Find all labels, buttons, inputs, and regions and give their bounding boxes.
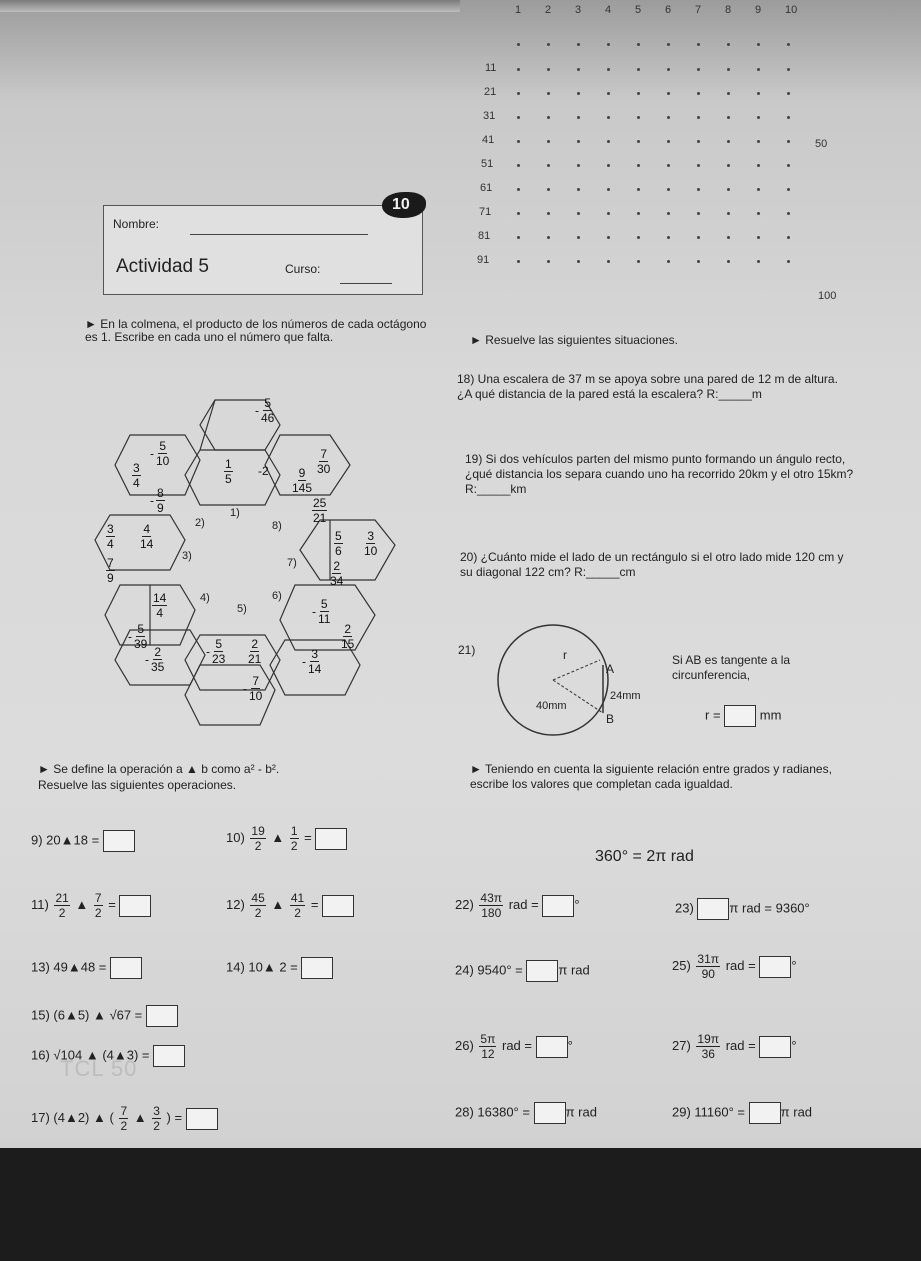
- grid-row-label: 11: [485, 62, 497, 74]
- name-line[interactable]: [190, 234, 368, 235]
- grid-row-label: 81: [478, 230, 491, 242]
- grid-dot[interactable]: [607, 92, 610, 95]
- hive-cell-value: $\frac{3}{4}$: [107, 522, 114, 551]
- radians-relation: 360° = 2π rad: [595, 848, 694, 865]
- grid-header: 2: [545, 4, 552, 16]
- grid-dot[interactable]: [727, 236, 730, 239]
- grid-dot[interactable]: [637, 188, 640, 191]
- grid-dot[interactable]: [727, 164, 730, 167]
- grid-dot[interactable]: [757, 236, 760, 239]
- q20: 20) ¿Cuánto mide el lado de un rectángulo si el otro lado mide 120 cm y su diagonal 122 cm? R:_____cm: [460, 550, 844, 579]
- q26: 26) $\frac{5\pi}{12}$ rad = °: [455, 1032, 573, 1061]
- name-label: Nombre:: [113, 217, 160, 231]
- grid-row-label: 61: [480, 182, 493, 194]
- hive-bullet-icon: ►: [85, 317, 101, 331]
- q17-answer-box[interactable]: [186, 1108, 218, 1130]
- q9-answer-box[interactable]: [103, 830, 135, 852]
- grid-dot[interactable]: [757, 92, 760, 95]
- grid-dot[interactable]: [637, 68, 640, 71]
- grid-dot[interactable]: [727, 43, 730, 46]
- hive-cell-value: - $\frac{5}{46}$: [255, 396, 275, 425]
- hive-cell-value: $\frac{4}{14}$: [140, 522, 154, 551]
- grid-dot[interactable]: [757, 188, 760, 191]
- grid-dot[interactable]: [697, 164, 700, 167]
- hive-cell-value: - $\frac{7}{10}$: [243, 674, 263, 703]
- hive-cell-value: - $\frac{2}{35}$: [145, 645, 165, 674]
- hive-cell-value: - $\frac{8}{9}$: [150, 486, 164, 515]
- grid-dot[interactable]: [697, 116, 700, 119]
- hive-cell-value: $\frac{3}{4}$: [133, 461, 140, 490]
- grid-header: 1: [515, 4, 522, 16]
- grid-dot[interactable]: [787, 260, 790, 263]
- grid-dot[interactable]: [637, 43, 640, 46]
- grid-row-label: 71: [479, 206, 492, 218]
- grid-dot[interactable]: [637, 92, 640, 95]
- q25-answer-box[interactable]: [759, 956, 791, 978]
- grid-dot[interactable]: [517, 212, 520, 215]
- grid-dot[interactable]: [787, 188, 790, 191]
- course-label: Curso:: [285, 262, 321, 276]
- grid-dot[interactable]: [757, 140, 760, 143]
- hive-cell-value: $\frac{5}{6}$: [335, 529, 342, 558]
- hive-octagon-label: 4): [200, 592, 210, 604]
- hive-octagon-label: 2): [195, 517, 205, 529]
- grid-dot[interactable]: [547, 92, 550, 95]
- grid-dot[interactable]: [577, 236, 580, 239]
- q22-answer-box[interactable]: [542, 895, 574, 917]
- grid-dot[interactable]: [607, 68, 610, 71]
- grid-dot[interactable]: [637, 212, 640, 215]
- hive-cell-value: - $\frac{5}{23}$: [206, 637, 226, 666]
- q10: 10) $\frac{19}{2}$ ▲ $\frac{1}{2}$ =: [226, 825, 347, 852]
- grid-dot[interactable]: [787, 236, 790, 239]
- q13: 13) 49▲48 =: [31, 957, 142, 979]
- grid-dot[interactable]: [727, 212, 730, 215]
- q14: 14) 10▲ 2 =: [226, 957, 333, 979]
- grid-dot[interactable]: [577, 260, 580, 263]
- grid-dot[interactable]: [547, 260, 550, 263]
- hive-octagon-label: 6): [272, 590, 282, 602]
- q16-answer-box[interactable]: [153, 1045, 185, 1067]
- hive-cell-value: $\frac{7}{30}$: [317, 447, 331, 476]
- activity-title: Actividad 5: [116, 256, 209, 277]
- grid-dot[interactable]: [787, 164, 790, 167]
- hive-octagon-label: 1): [230, 507, 240, 519]
- grid-dot[interactable]: [757, 68, 760, 71]
- q9: 9) 20▲18 =: [31, 830, 135, 852]
- grid-dot[interactable]: [667, 92, 670, 95]
- hive-cell-value: $\frac{14}{4}$: [153, 591, 167, 620]
- grid-header: 9: [755, 4, 762, 16]
- page-edge-shadow: [0, 0, 460, 12]
- grid-dot[interactable]: [727, 140, 730, 143]
- grid-dot[interactable]: [697, 140, 700, 143]
- grid-dot[interactable]: [787, 92, 790, 95]
- grid-dot[interactable]: [547, 68, 550, 71]
- grid-row-label: 31: [483, 110, 496, 122]
- grid-dot[interactable]: [577, 43, 580, 46]
- situations-instruction: ► Resuelve las siguientes situaciones.: [470, 333, 678, 347]
- background-surface: [0, 1148, 921, 1261]
- grid-dot[interactable]: [667, 188, 670, 191]
- hive-cell-value: - $\frac{5}{39}$: [128, 622, 148, 651]
- hive-instruction: ► En la colmena, el producto de los números de cada octágono es 1. Escribe en cada uno el número que falta.: [85, 317, 427, 344]
- q28: 28) 16380° = π rad: [455, 1102, 597, 1124]
- grid-dot[interactable]: [517, 116, 520, 119]
- q10-answer-box[interactable]: [315, 828, 347, 850]
- grid-dot[interactable]: [787, 116, 790, 119]
- grid-dot[interactable]: [607, 260, 610, 263]
- grid-dot[interactable]: [787, 68, 790, 71]
- grid-dot[interactable]: [667, 116, 670, 119]
- grid-dot[interactable]: [757, 260, 760, 263]
- grid-dot[interactable]: [697, 68, 700, 71]
- hive-cell-value: - $\frac{3}{14}$: [302, 647, 322, 676]
- fig-b-label: B: [606, 712, 615, 726]
- grid-dot[interactable]: [607, 188, 610, 191]
- fig-a-label: A: [606, 662, 615, 676]
- grid-dot[interactable]: [697, 188, 700, 191]
- grid-dot[interactable]: [667, 164, 670, 167]
- hive-cell-value: - $\frac{5}{11}$: [312, 597, 331, 626]
- grid-dot[interactable]: [547, 188, 550, 191]
- grid-dot[interactable]: [697, 236, 700, 239]
- grid-dot[interactable]: [577, 92, 580, 95]
- grid-dot[interactable]: [577, 68, 580, 71]
- grid-dot[interactable]: [727, 92, 730, 95]
- q24-answer-box[interactable]: [526, 960, 558, 982]
- grid-dot[interactable]: [787, 43, 790, 46]
- q16: 16) √104 ▲ (4▲3) =: [31, 1045, 185, 1067]
- grid-row-label: 41: [482, 134, 495, 146]
- q29-answer-box[interactable]: [749, 1102, 781, 1124]
- operation-definition: ► Se define la operación a ▲ b como a² - b².: [38, 762, 280, 776]
- q11: 11) $\frac{21}{2}$ ▲ $\frac{7}{2}$ =: [31, 892, 151, 919]
- grid-dot[interactable]: [577, 212, 580, 215]
- q12-answer-box[interactable]: [322, 895, 354, 917]
- grid-dot[interactable]: [517, 164, 520, 167]
- q22: 22) $\frac{43\pi}{180}$ rad = °: [455, 891, 580, 920]
- score-badge: 10: [392, 196, 410, 213]
- grid-dot[interactable]: [757, 164, 760, 167]
- hive-cell-value: - $\frac{5}{10}$: [150, 439, 170, 468]
- grid-dot[interactable]: [607, 140, 610, 143]
- q23: 23) π rad = 9360°: [675, 898, 810, 920]
- grid-row-label: 21: [484, 86, 497, 98]
- grid-dot[interactable]: [667, 236, 670, 239]
- fig-24mm-label: 24mm: [610, 690, 641, 702]
- grid-dot[interactable]: [697, 212, 700, 215]
- grid-dot[interactable]: [517, 68, 520, 71]
- operation-bullet-icon: ►: [38, 762, 54, 776]
- grid-mark-50: 50: [815, 138, 828, 150]
- q13-answer-box[interactable]: [110, 957, 142, 979]
- grid-dot[interactable]: [517, 188, 520, 191]
- grid-mark-100: 100: [818, 290, 837, 302]
- grid-header: 6: [665, 4, 672, 16]
- q27-answer-box[interactable]: [759, 1036, 791, 1058]
- hive-cell-value: -2: [258, 464, 269, 478]
- grid-dot[interactable]: [757, 116, 760, 119]
- fig-40mm-label: 40mm: [536, 700, 567, 712]
- grid-dot[interactable]: [667, 43, 670, 46]
- grid-dot[interactable]: [547, 236, 550, 239]
- grid-dot[interactable]: [547, 164, 550, 167]
- grid-row-label: 91: [477, 254, 490, 266]
- grid-dot[interactable]: [517, 43, 520, 46]
- grid-dot[interactable]: [637, 140, 640, 143]
- grid-dot[interactable]: [727, 188, 730, 191]
- q15: 15) (6▲5) ▲ √67 =: [31, 1005, 178, 1027]
- hive-cell-value: $\frac{2}{15}$: [341, 622, 355, 651]
- grid-header: 4: [605, 4, 612, 16]
- hive-octagon-label: 7): [287, 557, 297, 569]
- situations-bullet-icon: ►: [470, 333, 486, 347]
- q11-answer-box[interactable]: [119, 895, 151, 917]
- q21-answer: r = mm: [705, 705, 781, 727]
- grid-dot[interactable]: [577, 164, 580, 167]
- q19: 19) Si dos vehículos parten del mismo punto formando un ángulo recto, ¿qué distancia los separa cuando uno ha recorrido 20km y el otro 15km? R:_____km: [465, 452, 854, 496]
- grid-dot[interactable]: [517, 236, 520, 239]
- operation-instruction: Resuelve las siguientes operaciones.: [38, 778, 237, 792]
- grid-dot[interactable]: [637, 116, 640, 119]
- q14-answer-box[interactable]: [301, 957, 333, 979]
- hive-cell-value: $\frac{25}{21}$: [313, 496, 327, 525]
- q27: 27) $\frac{19\pi}{36}$ rad = °: [672, 1032, 797, 1061]
- grid-dot[interactable]: [637, 260, 640, 263]
- q18: 18) Una escalera de 37 m se apoya sobre una pared de 12 m de altura. ¿A qué distancia de la pared está la escalera? R:_____m: [457, 372, 838, 401]
- q21-number: 21): [458, 643, 476, 657]
- grid-dot[interactable]: [637, 236, 640, 239]
- grid-dot[interactable]: [727, 68, 730, 71]
- hive-cell-value: $\frac{1}{5}$: [225, 457, 232, 486]
- q17: 17) (4▲2) ▲ ( $\frac{7}{2}$ ▲ $\frac{3}{2}$ ) =: [31, 1105, 218, 1132]
- grid-dot[interactable]: [727, 260, 730, 263]
- grid-dot[interactable]: [607, 164, 610, 167]
- grid-dot[interactable]: [547, 43, 550, 46]
- q15-answer-box[interactable]: [146, 1005, 178, 1027]
- grid-dot[interactable]: [517, 260, 520, 263]
- radians-bullet-icon: ►: [470, 762, 485, 776]
- circle-tangent-figure: [485, 615, 665, 745]
- grid-dot[interactable]: [667, 68, 670, 71]
- grid-dot[interactable]: [607, 236, 610, 239]
- hive-octagon-label: 5): [237, 603, 247, 615]
- grid-dot[interactable]: [607, 116, 610, 119]
- q21-text: Si AB es tangente a la circunferencia,: [672, 653, 791, 682]
- radians-instruction: ► Teniendo en cuenta la siguiente relación entre grados y radianes, escribe los valores que completan cada igualdad.: [470, 762, 832, 791]
- course-line[interactable]: [340, 283, 392, 284]
- grid-dot[interactable]: [787, 212, 790, 215]
- grid-dot[interactable]: [547, 116, 550, 119]
- grid-dot[interactable]: [667, 260, 670, 263]
- grid-dot[interactable]: [577, 116, 580, 119]
- grid-dot[interactable]: [667, 140, 670, 143]
- grid-dot[interactable]: [637, 164, 640, 167]
- q28-answer-box[interactable]: [534, 1102, 566, 1124]
- q24: 24) 9540° = π rad: [455, 960, 590, 982]
- hundred-grid: [460, 0, 920, 305]
- grid-dot[interactable]: [697, 92, 700, 95]
- grid-dot[interactable]: [667, 212, 670, 215]
- q21-answer-box[interactable]: [724, 705, 756, 727]
- q23-answer-box[interactable]: [697, 898, 729, 920]
- grid-dot[interactable]: [787, 140, 790, 143]
- hive-cell-value: $\frac{9}{145}$: [292, 466, 313, 495]
- grid-dot[interactable]: [517, 92, 520, 95]
- grid-header: 3: [575, 4, 582, 16]
- grid-header: 5: [635, 4, 642, 16]
- grid-dot[interactable]: [697, 260, 700, 263]
- q25: 25) $\frac{31\pi}{90}$ rad = °: [672, 952, 797, 981]
- grid-dot[interactable]: [607, 212, 610, 215]
- grid-dot[interactable]: [757, 212, 760, 215]
- grid-dot[interactable]: [727, 116, 730, 119]
- fig-r-label: r: [563, 648, 567, 662]
- grid-dot[interactable]: [547, 212, 550, 215]
- hive-cell-value: $\frac{2}{21}$: [248, 637, 262, 666]
- q26-answer-box[interactable]: [536, 1036, 568, 1058]
- grid-row-label: 51: [481, 158, 494, 170]
- grid-header: 8: [725, 4, 732, 16]
- q29: 29) 11160° = π rad: [672, 1102, 812, 1124]
- grid-dot[interactable]: [697, 43, 700, 46]
- hive-cell-value: $\frac{2}{34}$: [330, 559, 344, 588]
- grid-dot[interactable]: [517, 140, 520, 143]
- watermark: TCL 50: [60, 1056, 138, 1081]
- grid-dot[interactable]: [577, 140, 580, 143]
- grid-dot[interactable]: [607, 43, 610, 46]
- hive-cell-value: $\frac{3}{10}$: [364, 529, 378, 558]
- hive-octagon-label: 8): [272, 520, 282, 532]
- hive-octagon-label: 3): [182, 550, 192, 562]
- grid-header: 10: [785, 4, 798, 16]
- grid-dot[interactable]: [757, 43, 760, 46]
- q12: 12) $\frac{45}{2}$ ▲ $\frac{41}{2}$ =: [226, 892, 354, 919]
- grid-dot[interactable]: [547, 140, 550, 143]
- grid-header: 7: [695, 4, 702, 16]
- hive-cell-value: $\frac{7}{9}$: [107, 556, 114, 585]
- grid-dot[interactable]: [577, 188, 580, 191]
